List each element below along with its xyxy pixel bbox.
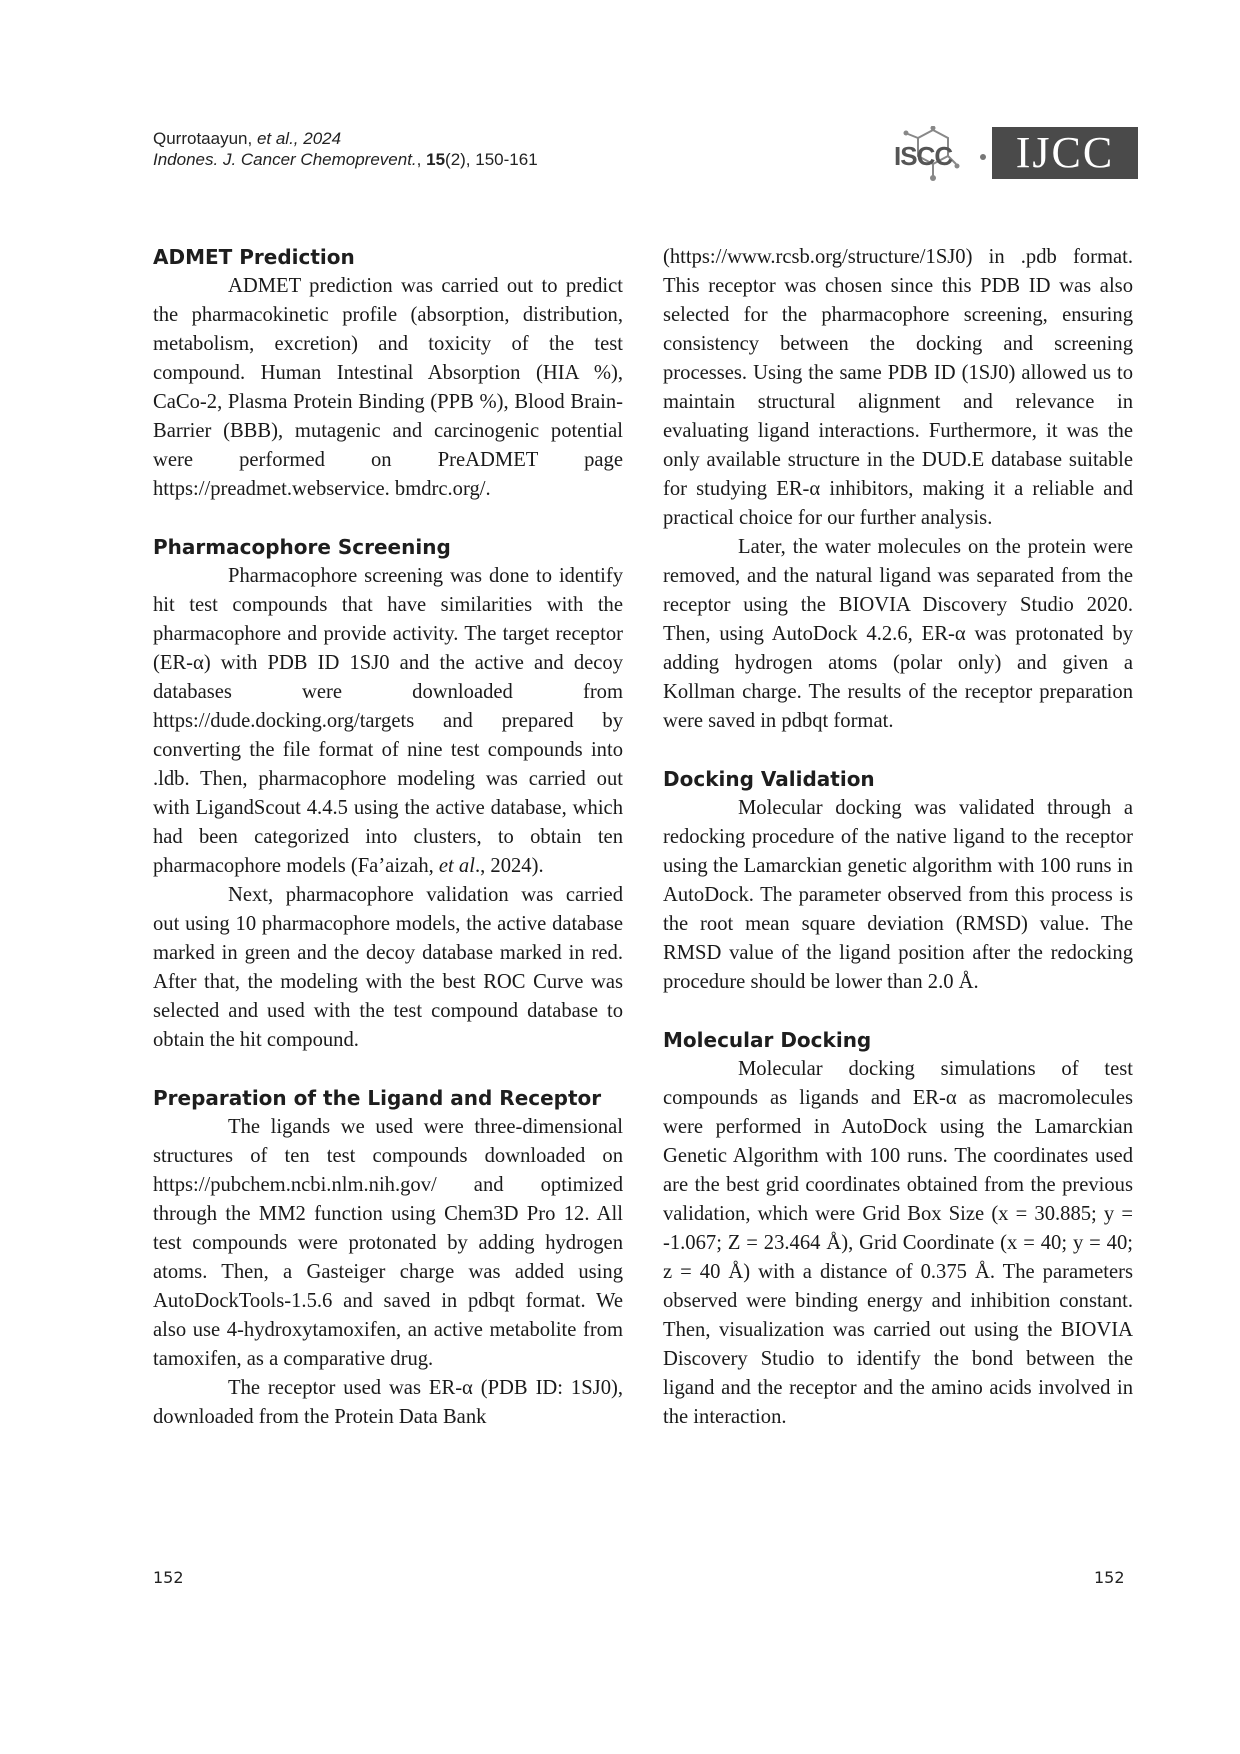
paragraph-docking-validation: Molecular docking was validated through a redocking procedure of the native ligand to the receptor using the Lamarckian genetic algorithm with 100 runs in AutoDock. The parameter observed from this process is the root mean square deviation (RMSD) value. The RMSD value of the ligand position after the redocking procedure should be lower than 2.0 Å.	[663, 797, 1133, 993]
paragraph-preparation-1: The ligands we used were three-dimensional structures of ten test compounds downloaded on https://pubchem.ncbi.nlm.nih.gov/ and optimized through the MM2 function using Chem3D Pro 12. All test compounds were protonated by adding hydrogen atoms. Then, a Gasteiger charge was added using AutoDockTools-1.5.6 and saved in pdbqt format. We also use 4-hydroxytamoxifen, an active metabolite from tamoxifen, as a comparative drug.	[153, 1116, 623, 1370]
section-heading-admet: ADMET Prediction	[153, 245, 355, 269]
paragraph-molecular-docking: Molecular docking simulations of test compounds as ligands and ER-α as macromolecules were performed in AutoDock using the Lamarckian Genetic Algorithm with 100 runs. The coordinates used are the best grid coordinates obtained from the previous validation, which were Grid Box Size (x = 30.885; y = -1.067; Z = 23.464 Å), Grid Coordinate (x = 40; y = 40; z = 40 Å) with a distance of 0.375 Å. The parameters observed were binding energy and inhibition constant. Then, visualization was carried out using the BIOVIA Discovery Studio to identify the bond between the ligand and the receptor and the amino acids involved in the interaction.	[663, 1058, 1133, 1428]
section-heading-docking-validation: Docking Validation	[663, 767, 875, 791]
authors-etal: et al., 2024	[256, 129, 342, 148]
citation-etal: et al	[438, 855, 475, 877]
paragraph-receptor-preparation: Later, the water molecules on the protein were removed, and the natural ligand was separated from the receptor using the BIOVIA Discovery Studio 2020. Then, using AutoDock 4.2.6, ER-α was protonated by adding hydrogen atoms (polar only) and given a Kollman charge. The results of the receptor preparation were saved in pdbqt format.	[663, 536, 1133, 732]
authors: Qurrotaayun,	[153, 129, 257, 148]
paragraph-pharmacophore-2: Next, pharmacophore validation was carried out using 10 pharmacophore models, the active database marked in green and the decoy database marked in red. After that, the modeling with the best ROC Curve was selected and used with the test compound database to obtain the hit compound.	[153, 884, 623, 1051]
logo-dot	[980, 154, 986, 160]
paragraph-preparation-2: The receptor used was ER-α (PDB ID: 1SJ0), downloaded from the Protein Data Bank	[153, 1377, 623, 1428]
page-number-left: 152	[153, 1568, 184, 1587]
section-heading-molecular-docking: Molecular Docking	[663, 1028, 872, 1052]
journal-name: Indones. J. Cancer Chemoprevent.	[153, 150, 417, 169]
left-column	[153, 243, 623, 1432]
right-column	[663, 243, 1133, 1432]
paragraph-pharmacophore-1: Pharmacophore screening was done to identify hit test compounds that have similarities with the pharmacophore and provide activity. The target receptor (ER-α) with PDB ID 1SJ0 and the active and decoy databases were downloaded from https://dude.docking.org/targets and prepared by converting the file format of nine test compounds into .ldb. Then, pharmacophore modeling was carried out with LigandScout 4.4.5 using the active database, which had been categorized into clusters, to obtain ten pharmacophore models (Fa’aizah, et al., 2024).	[153, 565, 623, 877]
author-line	[153, 128, 538, 149]
iscc-wordmark: ISCC	[894, 141, 953, 171]
issue-pages: (2), 150-161	[445, 150, 538, 169]
journal-logo	[890, 118, 1140, 190]
section-heading-pharmacophore: Pharmacophore Screening	[153, 535, 451, 559]
running-header	[153, 128, 538, 170]
iscc-logo	[890, 126, 976, 182]
citation-line: Indones. J. Cancer Chemoprevent., 15(2), 150-161	[153, 150, 538, 169]
page-number-right: 152	[1094, 1568, 1125, 1587]
paragraph-receptor-continued: (https://www.rcsb.org/structure/1SJ0) in .pdb format. This receptor was chosen since this PDB ID was also selected for the pharmacophore screening, ensuring consistency between the docking and screening processes. Using the same PDB ID (1SJ0) allowed us to maintain structural alignment and relevance in evaluating ligand interactions. Furthermore, it was the only available structure in the DUD.E database suitable for studying ER-α inhibitors, making it a reliable and practical choice for our further analysis.	[663, 246, 1133, 529]
volume: 15	[426, 150, 446, 169]
ijcc-wordmark: IJCC	[1015, 128, 1115, 177]
section-heading-preparation: Preparation of the Ligand and Receptor	[153, 1086, 602, 1110]
paragraph-admet: ADMET prediction was carried out to predict the pharmacokinetic profile (absorption, distribution, metabolism, excretion) and toxicity of the test compound. Human Intestinal Absorption (HIA %), CaCo-2, Plasma Protein Binding (PPB %), Blood Brain-Barrier (BBB), mutagenic and carcinogenic potential were performed on PreADMET page https://preadmet.webservice. bmdrc.org/.	[153, 275, 623, 500]
ijcc-logo	[992, 127, 1138, 179]
